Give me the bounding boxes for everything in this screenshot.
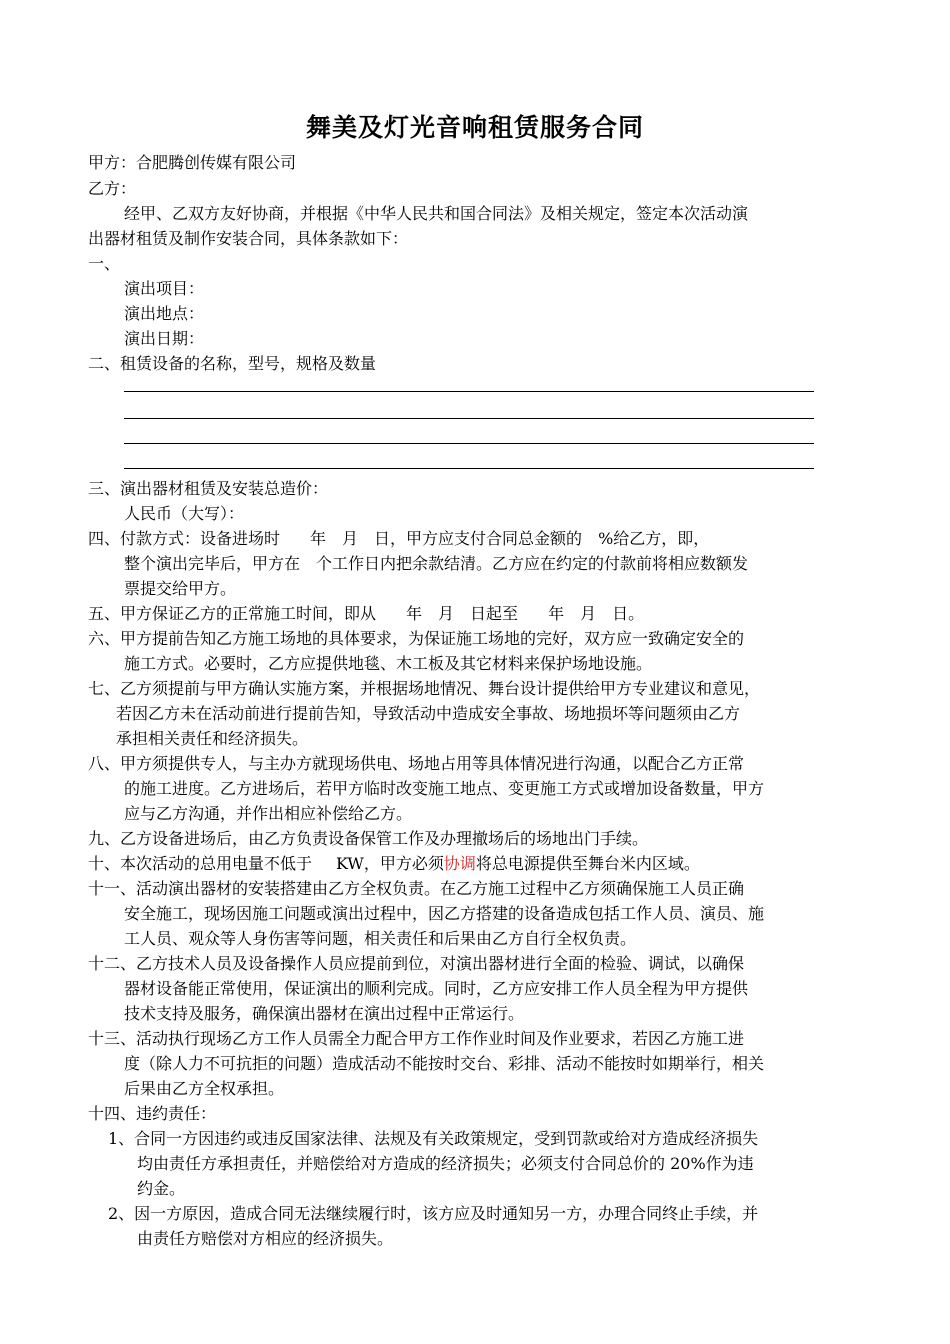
section-13-line-1: 十三、活动执行现场乙方工作人员需全力配合甲方工作作业时间及作业要求，若因乙方施工进	[88, 1029, 745, 1048]
party-b: 乙方：	[88, 179, 137, 198]
s5-year-2: 年	[548, 604, 565, 623]
section-11-line-3: 工人员、观众等人身伤害等问题，相关责任和后果由乙方自行全权负责。	[124, 929, 637, 948]
s4-text-c: 整个演出完毕后，甲方在	[124, 554, 301, 573]
section-8-line-1: 八、甲方须提供专人，与主办方就现场供电、场地占用等具体情况进行沟通，以配合乙方正常	[88, 754, 745, 773]
section-13-line-2: 度（除人力不可抗拒的问题）造成活动不能按时交台、彩排、活动不能按时如期举行，相关	[124, 1054, 765, 1073]
section-14-item-1-line-1: 1、合同一方因违约或违反国家法律、法规及有关政策规定，受到罚款或给对方造成经济损失	[108, 1129, 759, 1148]
section-4-line-1	[88, 528, 709, 550]
performance-venue: 演出地点：	[124, 304, 205, 323]
s5-year: 年	[406, 604, 423, 623]
section-10	[88, 853, 700, 875]
s10-highlight: 协调	[443, 854, 476, 873]
section-8-line-3: 应与乙方沟通，并作出相应补偿给乙方。	[124, 804, 413, 823]
section-5	[88, 603, 644, 625]
s5-day-from: 日起至	[470, 604, 519, 623]
section-14-item-1-line-2: 均由责任方承担责任，并赔偿给对方造成的经济损失；必须支付合同总价的 20%作为违	[137, 1154, 754, 1173]
s4-month: 月	[342, 529, 359, 548]
s5-day-end: 日。	[612, 604, 645, 623]
s10-text-b: 将总电源提供至舞台米内区域。	[475, 854, 700, 873]
section-11-line-1: 十一、活动演出器材的安装搭建由乙方全权负责。在乙方施工过程中乙方须确保施工人员正确	[88, 879, 745, 898]
s10-text-a: 十、本次活动的总用电量不低于	[88, 854, 313, 873]
section-12-line-1: 十二、乙方技术人员及设备操作人员应提前到位，对演出器材进行全面的检验、调试，以确保	[88, 954, 745, 973]
section-7-line-2: 若因乙方未在活动前进行提前告知，导致活动中造成安全事故、场地损坏等问题须由乙方	[116, 704, 741, 723]
section-14-item-2-line-2: 由责任方赔偿对方相应的经济损失。	[137, 1229, 394, 1248]
intro-line-1: 经甲、乙双方友好协商，并根据《中华人民共和国合同法》及相关规定，签定本次活动演	[124, 204, 749, 223]
intro-line-2: 出器材租赁及制作安装合同，具体条款如下：	[88, 229, 409, 248]
section-6-line-1: 六、甲方提前告知乙方施工场地的具体要求，为保证施工场地的完好，双方应一致确定安全的	[88, 629, 745, 648]
section-3: 三、演出器材租赁及安装总造价：	[88, 479, 329, 498]
performance-project: 演出项目：	[124, 279, 205, 298]
s5-month-2: 月	[580, 604, 597, 623]
equipment-blank-line	[124, 468, 814, 469]
s10-kw: KW，甲方必须	[336, 854, 444, 873]
section-9: 九、乙方设备进场后，由乙方负责设备保管工作及办理撤场后的场地出门手续。	[88, 829, 649, 848]
performance-date: 演出日期：	[124, 329, 205, 348]
equipment-blank-line	[124, 418, 814, 419]
section-6-line-2: 施工方式。必要时，乙方应提供地毯、木工板及其它材料来保护场地设施。	[124, 654, 653, 673]
s4-text-b: 日，甲方应支付合同总金额的	[374, 529, 583, 548]
s5-month: 月	[438, 604, 455, 623]
section-1-label: 一、	[88, 254, 121, 273]
section-8-line-2: 的施工进度。乙方进场后，若甲方临时改变施工地点、变更施工方式或增加设备数量，甲方	[124, 779, 765, 798]
section-4-line-2	[124, 553, 748, 575]
section-7-line-3: 承担相关责任和经济损失。	[116, 729, 309, 748]
section-12-line-2: 器材设备能正常使用，保证演出的顺利完成。同时，乙方应安排工作人员全程为甲方提供	[124, 979, 749, 998]
section-12-line-3: 技术支持及服务，确保演出器材在演出过程中正常运行。	[124, 1004, 525, 1023]
equipment-blank-line	[124, 443, 814, 444]
party-a: 甲方：合肥腾创传媒有限公司	[88, 153, 297, 172]
rmb-amount: 人民币（大写）：	[124, 504, 245, 523]
s4-text-d: 个工作日内把余款结清。乙方应在约定的付款前将相应数额发	[316, 554, 749, 573]
section-7-line-1: 七、乙方须提前与甲方确认实施方案，并根据场地情况、舞台设计提供给甲方专业建议和意见，	[88, 679, 761, 698]
document-title: 舞美及灯光音响租赁服务合同	[305, 113, 644, 142]
equipment-blank-line	[124, 391, 814, 392]
s4-year: 年	[310, 529, 327, 548]
section-14-item-2-line-1: 2、因一方原因，造成合同无法继续履行时，该方应及时通知另一方，办理合同终止手续，并	[108, 1204, 759, 1223]
s4-text-a: 四、付款方式：设备进场时	[88, 529, 281, 548]
section-14-item-1-line-3: 约金。	[137, 1179, 186, 1198]
section-11-line-2: 安全施工，现场因施工问题或演出过程中，因乙方搭建的设备造成包括工作人员、演员、施	[124, 904, 765, 923]
section-14-label: 十四、违约责任：	[88, 1104, 217, 1123]
section-2: 二、租赁设备的名称，型号，规格及数量	[88, 354, 377, 373]
s4-percent: %给乙方，即，	[598, 529, 710, 548]
section-13-line-3: 后果由乙方全权承担。	[124, 1079, 285, 1098]
section-4-line-3: 票提交给甲方。	[124, 579, 237, 598]
s5-text-a: 五、甲方保证乙方的正常施工时间，即从	[88, 604, 377, 623]
